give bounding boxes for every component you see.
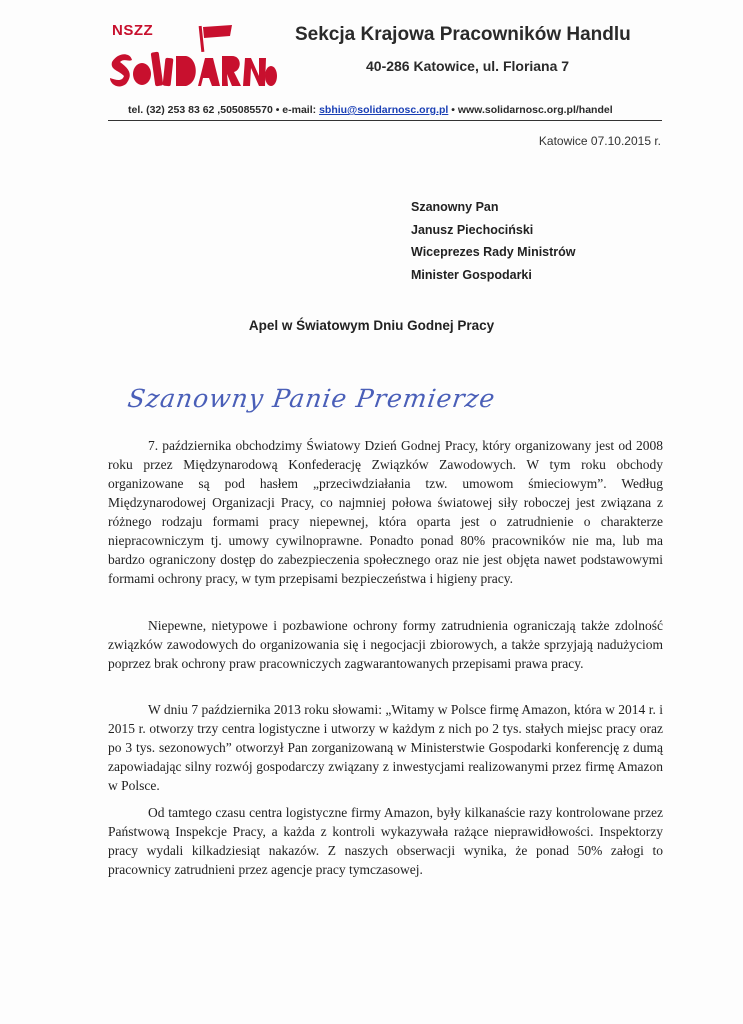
organization-address: 40-286 Katowice, ul. Floriana 7 [366, 58, 570, 74]
recipient-salutation: Szanowny Pan [411, 200, 499, 214]
letter-date: Katowice 07.10.2015 r. [538, 134, 661, 148]
organization-name: Sekcja Krajowa Pracowników Handlu [295, 24, 631, 45]
paragraph-4 [108, 803, 663, 879]
paragraph-1 [108, 436, 663, 588]
contact-phone: tel. (32) 253 83 62 ,505085570 • e-mail: [128, 104, 320, 116]
paragraph-2 [108, 616, 663, 673]
paragraph-text: Niepewne, nietypowe i pozbawione ochrony formy zatrudnienia ograniczają także zdolność związków zawodowych do organizowania się i negocjacji zbiorowych, a także sprzyjają nadużyciom poprzez brak ochrony praw pracowniczych zagwarantowanych przepisami prawa pracy. [108, 618, 663, 671]
paragraph-3 [108, 700, 663, 795]
logo-nszz-text: NSZZ [112, 22, 154, 39]
recipient-office: Minister Gospodarki [411, 267, 532, 282]
header-divider [108, 120, 662, 121]
paragraph-text: Od tamtego czasu centra logistyczne firmy Amazon, były kilkanaście razy kontrolowane przez Państwową Inspekcje Pracy, a każda z kontroli wykazywała rażące nieprawidłowości. Inspektorzy pracy wydali kilkadziesiąt nakazów. Z naszych obserwacji wynika, że ponad 50% załogi to pracownicy zatrudnieni przez agencje pracy tymczasowej. [108, 805, 663, 877]
letter-title: Apel w Światowym Dniu Godnej Pracy [248, 318, 495, 333]
email-link[interactable]: sbhiu@solidarnosc.org.pl [319, 104, 449, 116]
recipient-name: Janusz Piechociński [411, 222, 534, 237]
contact-website: • www.solidarnosc.org.pl/handel [448, 104, 613, 116]
recipient-position: Wiceprezes Rady Ministrów [411, 245, 576, 259]
paragraph-text: 7. października obchodzimy Światowy Dzień Godnej Pracy, który organizowany jest od 2008 roku przez Międzynarodową Konfederację Związków Zawodowych. W tym roku obchody organizowane są pod hasłem „przeciwdziałania tzw. umowom śmieciowym”. Według Międzynarodowej Organizacji Pracy, co najmniej połowa światowej siły roboczej jest związana z różnego rodzaju formami pracy niepewnej, która oparta jest o zatrudnienie o charakterze niepracowniczym tj. umowy cywilnoprawne. Ponadto ponad 80% pracowników nie ma, lub ma bardzo ograniczony dostęp do zabezpieczenia społecznego oraz nie jest objęta nawet podstawowymi formami ochrony pracy, w tym przepisami bezpieczeństwa i higieny pracy. [108, 438, 663, 586]
contact-line [128, 104, 613, 116]
handwritten-salutation: Szanowny Panie Premierze [125, 384, 498, 413]
recipient-block [411, 196, 576, 286]
paragraph-text: W dniu 7 października 2013 roku słowami: „Witamy w Polsce firmę Amazon, która w 2014 r. i 2015 r. otworzy trzy centra logistyczne i utworzy w każdym z nich po 2 tys. stałych miejsc pracy oraz po 3 tys. sezonowych” otworzył Pan zorganizowaną w Ministerstwie Gospodarki konferencję z dumą zapowiadając silny rozwój gospodarczy związany z inwestycjami realizowanymi przez firmę Amazon w Polsce. [108, 702, 663, 793]
